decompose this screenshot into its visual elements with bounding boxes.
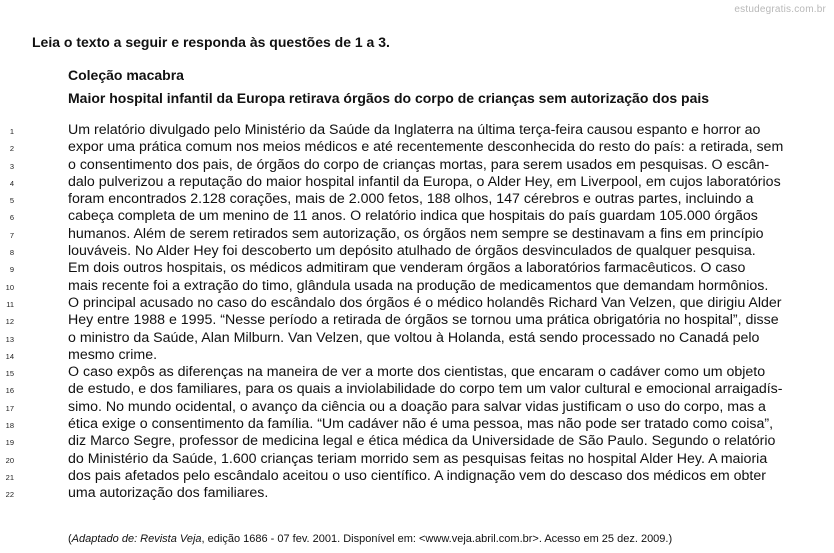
text-line xyxy=(0,139,834,156)
line-text: humanos. Além de serem retirados sem autorização, os órgãos nem sempre se destinavam a fins em princípio xyxy=(68,225,764,242)
line-text: diz Marco Segre, professor de medicina legal e ética médica da Universidade de São Paulo. Segundo o relatório xyxy=(68,433,776,450)
line-text: O principal acusado no caso do escândalo dos órgãos é o médico holandês Richard Van Velzen, que dirigiu Alder xyxy=(68,294,782,311)
line-text: louváveis. No Alder Hey foi descoberto um depósito atulhado de órgãos desvinculados de qualquer pesquisa. xyxy=(68,243,756,260)
line-number: 15 xyxy=(5,369,14,379)
line-number: 2 xyxy=(9,144,14,154)
article-headline: Maior hospital infantil da Europa retirava órgãos do corpo de crianças sem autorização dos pais xyxy=(68,90,710,106)
line-text: Em dois outros hospitais, os médicos admitiram que venderam órgãos a laboratórios farmacêuticos. O caso xyxy=(68,260,746,277)
text-line xyxy=(0,451,834,468)
line-number: 3 xyxy=(9,161,14,171)
text-line xyxy=(0,157,834,174)
line-text: O caso expôs as diferenças na maneira de ver a morte dos cientistas, que encaram o cadáver como um objeto xyxy=(68,364,766,381)
line-number: 17 xyxy=(5,403,14,413)
line-text: mesmo crime. xyxy=(68,346,158,363)
text-line xyxy=(0,122,834,139)
line-text: Hey entre 1988 e 1995. “Nesse período a retirada de órgãos se tornou uma prática obrigatória no hospital”, disse xyxy=(68,312,779,329)
text-line xyxy=(0,330,834,347)
line-text: o consentimento dos pais, de órgãos do corpo de crianças mortas, para serem usados em pesquisas. O escân- xyxy=(68,156,770,173)
source-details: , edição 1686 - 07 fev. 2001. Disponível em: <www.veja.abril.com.br>. Acesso em 25 dez. 2009.) xyxy=(201,533,673,545)
text-line xyxy=(0,278,834,295)
line-text: expor uma prática comum nos meios médicos e até recentemente desconhecida do resto do país: a retirada, sem xyxy=(68,139,784,156)
line-text: Um relatório divulgado pelo Ministério da Saúde da Inglaterra na última terça-feira causou espanto e horror ao xyxy=(68,122,761,138)
source-open-paren: ( xyxy=(68,533,72,545)
text-line xyxy=(0,381,834,398)
line-number: 9 xyxy=(9,265,14,275)
line-number: 18 xyxy=(5,421,14,431)
line-number: 5 xyxy=(9,196,14,206)
source-citation xyxy=(68,533,672,545)
line-number: 12 xyxy=(5,317,14,327)
text-line xyxy=(0,260,834,277)
line-number: 14 xyxy=(5,351,14,361)
line-text: dos pais afetados pelo escândalo aceitou o uso científico. A indignação vem do descaso dos médicos em obter xyxy=(68,467,766,484)
line-number: 8 xyxy=(9,248,14,258)
line-number: 7 xyxy=(9,230,14,240)
text-line xyxy=(0,416,834,433)
line-number: 21 xyxy=(5,472,14,482)
text-line xyxy=(0,208,834,225)
site-watermark: estudegratis.com.br xyxy=(734,4,826,15)
text-line xyxy=(0,347,834,364)
line-number: 6 xyxy=(9,213,14,223)
line-number: 10 xyxy=(5,282,14,292)
text-line xyxy=(0,433,834,450)
line-number: 11 xyxy=(6,299,14,309)
line-text: ética exige o consentimento da família. “Um cadáver não é uma pessoa, mas não pode ser tratado como coisa”, xyxy=(68,416,774,433)
line-number: 19 xyxy=(5,438,14,448)
line-text: mais recente foi a extração do timo, glândula usada na produção de medicamentos que demandam hormônios. xyxy=(68,277,769,294)
line-number: 4 xyxy=(9,178,14,188)
line-number: 13 xyxy=(5,334,14,344)
text-line xyxy=(0,295,834,312)
line-text: simo. No mundo ocidental, o avanço da ciência ou a doação para salvar vidas justificam o uso do corpo, mas a xyxy=(68,398,766,415)
line-text: uma autorização dos familiares. xyxy=(68,485,269,502)
text-line xyxy=(0,399,834,416)
line-text: do Ministério da Saúde, 1.600 crianças teriam morrido sem as pesquisas feitas no hospital Alder Hey. A maioria xyxy=(68,450,768,467)
text-line xyxy=(0,191,834,208)
line-text: dalo pulverizou a reputação do maior hospital infantil da Europa, o Alder Hey, em Liverpool, em cujos laboratórios xyxy=(68,173,781,190)
text-line xyxy=(0,485,834,502)
line-text: cabeça completa de um menino de 11 anos. O relatório indica que hospitais do país guardam 105.000 órgãos xyxy=(68,208,758,225)
text-line xyxy=(0,312,834,329)
text-line xyxy=(0,174,834,191)
text-line xyxy=(0,243,834,260)
line-text: foram encontrados 2.128 corações, mais de 2.000 fetos, 188 olhos, 147 cérebros e outras partes, incluindo a xyxy=(68,191,754,208)
article-body xyxy=(0,122,834,503)
source-publication: Adaptado de: Revista Veja xyxy=(71,533,202,545)
question-instruction: Leia o texto a seguir e responda às questões de 1 a 3. xyxy=(32,34,390,50)
line-number: 1 xyxy=(9,127,14,136)
line-text: o ministro da Saúde, Alan Milburn. Van Velzen, que voltou à Holanda, está sendo processado no Canadá pelo xyxy=(68,329,760,346)
text-line xyxy=(0,226,834,243)
text-line xyxy=(0,468,834,485)
article-subtitle: Coleção macabra xyxy=(68,67,184,83)
line-number: 22 xyxy=(5,490,14,500)
text-line xyxy=(0,364,834,381)
line-number: 16 xyxy=(5,386,14,396)
line-text: de estudo, e dos familiares, para os quais a inviolabilidade do corpo tem um valor cultural e emocional arraigadís- xyxy=(68,381,783,398)
line-number: 20 xyxy=(5,455,14,465)
